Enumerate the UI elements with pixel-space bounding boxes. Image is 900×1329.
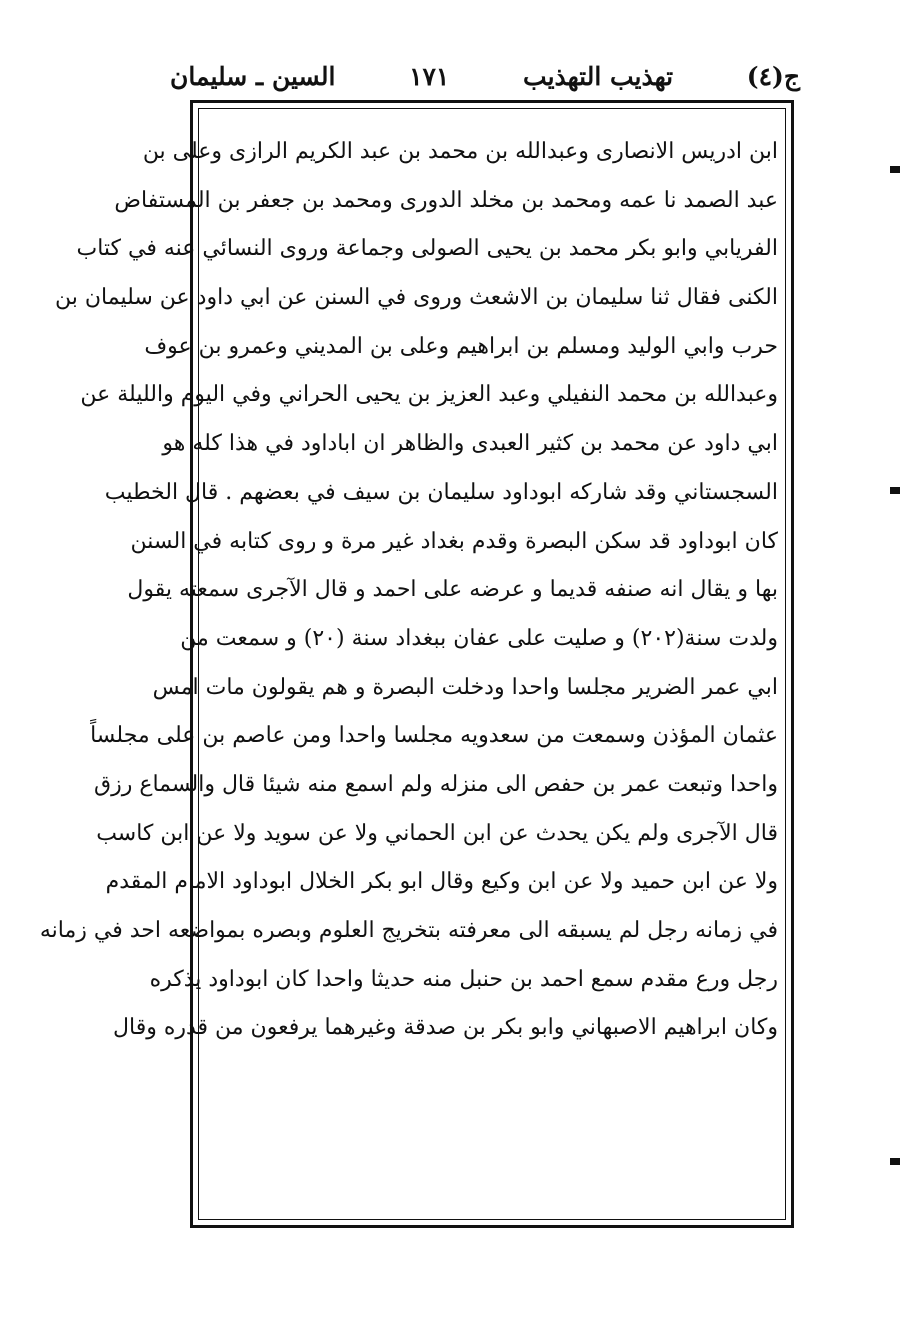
text-line: السجستاني وقد شاركه ابوداود سليمان بن سيف في بعضهم . قال الخطيب bbox=[104, 479, 778, 505]
margin-mark bbox=[890, 166, 900, 173]
text-line: ابي عمر الضرير مجلسا واحدا ودخلت البصرة و هم يقولون مات امس bbox=[152, 674, 778, 700]
text-line: ابن ادريس الانصارى وعبدالله بن محمد بن عبد الكريم الرازى وعلى بن bbox=[142, 139, 778, 164]
text-line: عثمان المؤذن وسمعت من سعدويه مجلسا واحدا ومن عاصم بن على مجلساً bbox=[90, 723, 778, 749]
text-line: في زمانه رجل لم يسبقه الى معرفته بتخريج العلوم وبصره بمواضعه احد في زمانه bbox=[39, 918, 778, 943]
body-text bbox=[39, 128, 778, 1218]
text-line: الفريابي وابو بكر محمد بن يحيى الصولى وجماعة وروى النسائي عنه في كتاب bbox=[76, 236, 778, 262]
margin-mark bbox=[890, 1158, 900, 1165]
text-line: قال الآجرى ولم يكن يحدث عن ابن الحماني ولا عن سويد ولا عن ابن كاسب bbox=[96, 820, 778, 846]
section-title: السين ـ سليمان bbox=[170, 61, 336, 91]
text-line: بها و يقال انه صنفه قديما و عرضه على احمد و قال الآجرى سمعته يقول bbox=[127, 577, 778, 603]
text-line: وعبدالله بن محمد النفيلي وعبد العزيز بن يحيى الحراني وفي اليوم والليلة عن bbox=[80, 382, 778, 408]
text-line: واحدا وتبعت عمر بن حفص الى منزله ولم اسمع منه شيئا قال والسماع رزق bbox=[94, 771, 778, 797]
book-title: تهذيب التهذيب bbox=[523, 61, 674, 91]
volume-label: ج(٤) bbox=[746, 61, 800, 91]
running-header bbox=[170, 56, 800, 96]
page-number: ١٧١ bbox=[409, 61, 450, 91]
text-line: رجل ورع مقدم سمع احمد بن حنبل منه حديثا واحدا كان ابوداود يذكره bbox=[149, 966, 778, 992]
text-line: حرب وابي الوليد ومسلم بن ابراهيم وعلى بن المديني وعمرو بن عوف bbox=[144, 333, 778, 359]
text-line: الكنى فقال ثنا سليمان بن الاشعث وروى في السنن عن ابي داود عن سليمان بن bbox=[55, 285, 778, 311]
text-line: ولدت سنة(٢٠٢) و صليت على عفان ببغداد سنة (٢٠) و سمعت من bbox=[180, 625, 778, 651]
text-line: ابي داود عن محمد بن كثير العبدى والظاهر ان اباداود في هذا كله هو bbox=[162, 431, 778, 457]
text-line: وكان ابراهيم الاصبهاني وابو بكر بن صدقة وغيرهما يرفعون من قدره وقال bbox=[113, 1015, 778, 1041]
text-line: كان ابوداود قد سكن البصرة وقدم بغداد غير مرة و روى كتابه في السنن bbox=[130, 528, 778, 554]
text-line: عبد الصمد نا عمه ومحمد بن مخلد الدورى ومحمد بن جعفر بن المستفاض bbox=[114, 187, 778, 213]
margin-mark bbox=[890, 487, 900, 494]
text-line: ولا عن ابن حميد ولا عن ابن وكيع وقال ابو بكر الخلال ابوداود الامام المقدم bbox=[105, 869, 778, 895]
